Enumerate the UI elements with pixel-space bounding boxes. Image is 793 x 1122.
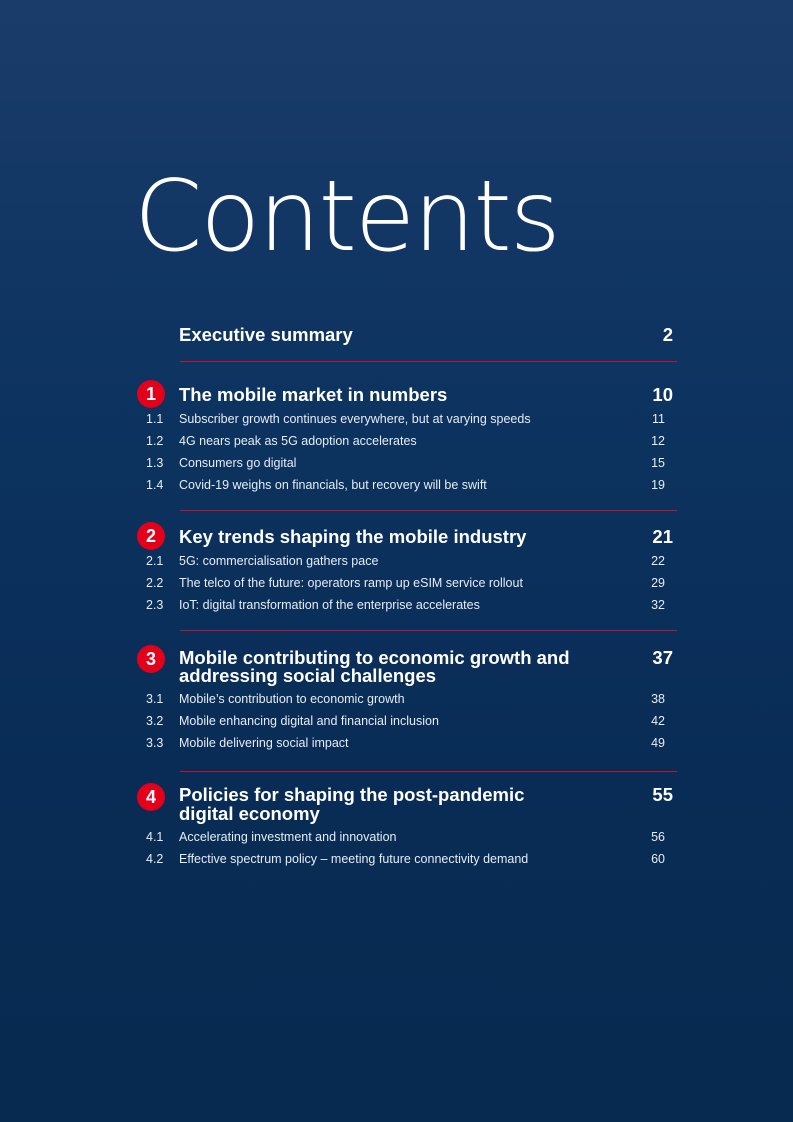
- section-3-badge: 3: [137, 645, 165, 673]
- item-page: 29: [651, 576, 665, 590]
- section-1-title[interactable]: The mobile market in numbers: [179, 384, 448, 405]
- item-title[interactable]: Covid-19 weighs on financials, but recovery will be swift: [179, 478, 487, 492]
- item-page: 32: [651, 598, 665, 612]
- item-num: 3.3: [146, 736, 164, 750]
- executive-summary-page: 2: [662, 324, 673, 345]
- item-title[interactable]: Accelerating investment and innovation: [179, 830, 397, 844]
- section-4-page: 55: [652, 784, 673, 805]
- section-2-badge: 2: [137, 522, 165, 550]
- item-title[interactable]: Effective spectrum policy – meeting future connectivity demand: [179, 852, 529, 866]
- section-1-page: 10: [652, 384, 673, 405]
- item-page: 15: [651, 456, 665, 470]
- item-title[interactable]: IoT: digital transformation of the enterprise accelerates: [179, 598, 480, 612]
- item-num: 3.1: [146, 692, 164, 706]
- item-num: 2.3: [146, 598, 164, 612]
- section-4-title-line2[interactable]: digital economy: [179, 803, 320, 824]
- item-title[interactable]: Mobile’s contribution to economic growth: [179, 692, 405, 706]
- divider: [180, 771, 677, 772]
- item-num: 1.4: [146, 478, 164, 492]
- item-title[interactable]: Consumers go digital: [179, 456, 297, 470]
- item-num: 1.2: [146, 434, 164, 448]
- item-num: 3.2: [146, 714, 164, 728]
- section-2-title[interactable]: Key trends shaping the mobile industry: [179, 526, 527, 547]
- item-title[interactable]: Mobile enhancing digital and financial inclusion: [179, 714, 439, 728]
- page-title: Contents: [134, 160, 559, 274]
- item-num: 1.1: [146, 412, 164, 426]
- item-title[interactable]: 4G nears peak as 5G adoption accelerates: [179, 434, 417, 448]
- divider: [180, 361, 677, 362]
- divider: [180, 630, 677, 631]
- item-num: 4.1: [146, 830, 164, 844]
- section-3-title-line1[interactable]: Mobile contributing to economic growth and: [179, 647, 570, 668]
- section-2-page: 21: [652, 526, 673, 547]
- item-page: 56: [651, 830, 665, 844]
- item-num: 4.2: [146, 852, 164, 866]
- item-page: 60: [651, 852, 665, 866]
- item-num: 1.3: [146, 456, 164, 470]
- item-title[interactable]: The telco of the future: operators ramp up eSIM service rollout: [179, 576, 523, 590]
- item-page: 19: [651, 478, 665, 492]
- item-page: 12: [651, 434, 665, 448]
- item-page: 38: [651, 692, 665, 706]
- section-4-badge: 4: [137, 783, 165, 811]
- item-page: 49: [651, 736, 665, 750]
- item-page: 22: [651, 554, 665, 568]
- item-title[interactable]: 5G: commercialisation gathers pace: [179, 554, 379, 568]
- section-1-badge: 1: [137, 380, 165, 408]
- item-page: 42: [651, 714, 665, 728]
- item-num: 2.2: [146, 576, 164, 590]
- item-num: 2.1: [146, 554, 164, 568]
- divider: [180, 510, 677, 511]
- section-3-title-line2[interactable]: addressing social challenges: [179, 665, 437, 686]
- item-page: 11: [652, 412, 665, 426]
- item-title[interactable]: Subscriber growth continues everywhere, but at varying speeds: [179, 412, 531, 426]
- item-title[interactable]: Mobile delivering social impact: [179, 736, 349, 750]
- section-3-page: 37: [652, 647, 673, 668]
- section-4-title-line1[interactable]: Policies for shaping the post-pandemic: [179, 784, 525, 805]
- executive-summary-title[interactable]: Executive summary: [179, 324, 353, 345]
